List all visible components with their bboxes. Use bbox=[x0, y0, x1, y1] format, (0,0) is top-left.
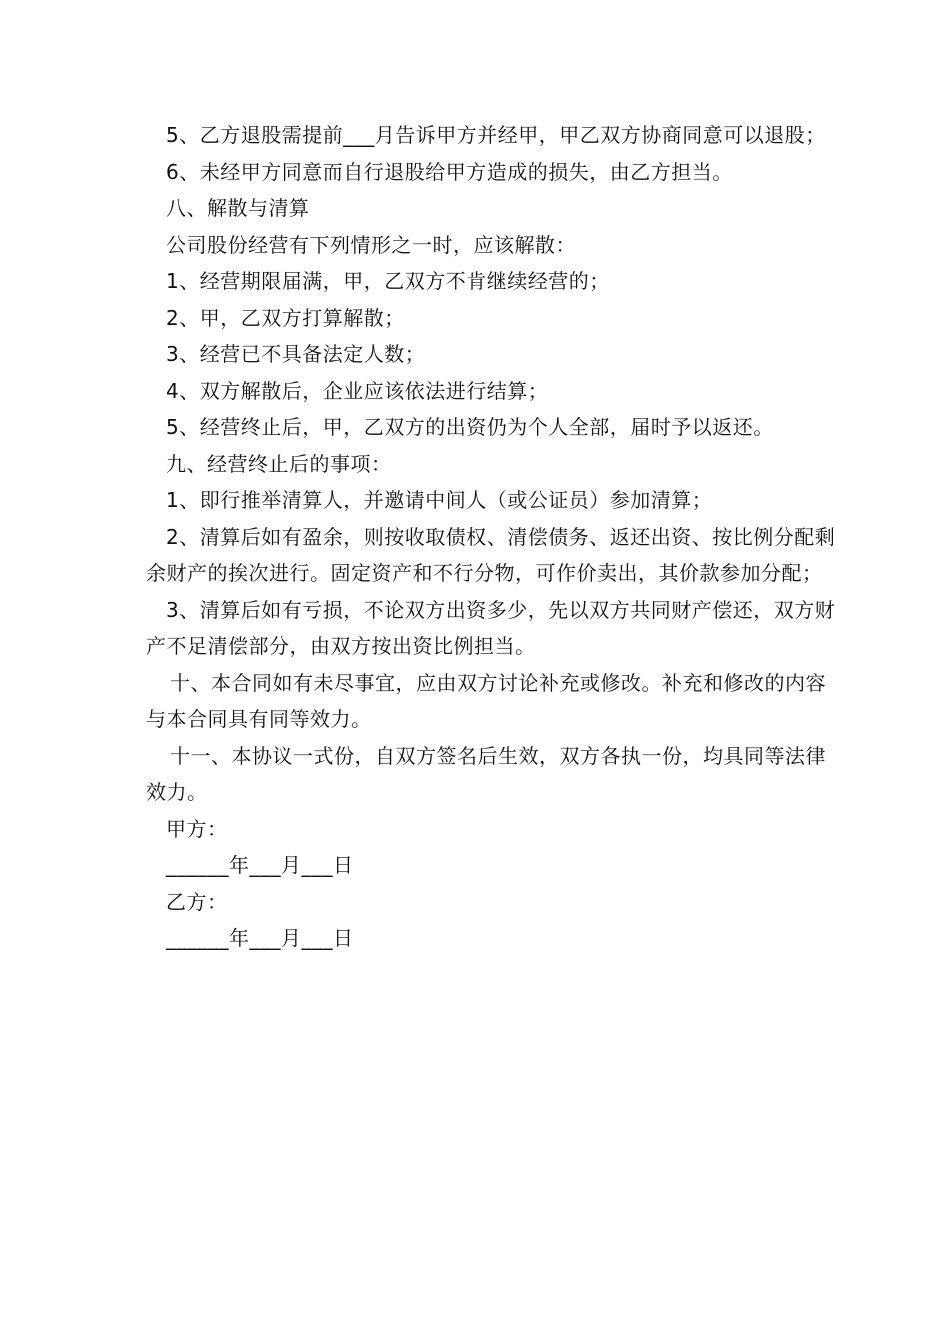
clause-8-5: 5、经营终止后，甲，乙双方的出资仍为个人全部，届时予以返还。 bbox=[166, 415, 774, 439]
section-8-intro: 公司股份经营有下列情形之一时，应该解散： bbox=[166, 232, 576, 257]
section-heading-9: 九、经营终止后的事项： bbox=[166, 451, 392, 476]
clause-7-5: 5、乙方退股需提前___月告诉甲方并经甲，甲乙双方协商同意可以退股； bbox=[166, 123, 826, 147]
clause-9-3: 3、清算后如有亏损，不论双方出资多少，先以双方共同财产偿还，双方财产不足清偿部分，由双方按出资比例担当。 bbox=[146, 597, 836, 658]
section-heading-8: 八、解散与清算 bbox=[166, 196, 310, 220]
clause-8-1: 1、经营期限届满，甲，乙双方不肯继续经营的； bbox=[166, 269, 610, 293]
clause-7-6: 6、未经甲方同意而自行退股给甲方造成的损失，由乙方担当。 bbox=[166, 159, 733, 184]
clause-11: 十一、本协议一式份，自双方签名后生效，双方各执一份，均具同等法律效力。 bbox=[146, 743, 826, 804]
clause-8-4: 4、双方解散后，企业应该依法进行结算； bbox=[166, 378, 549, 403]
document-page bbox=[146, 117, 836, 957]
clause-9-1: 1、即行推举清算人，并邀请中间人（或公证员）参加清算； bbox=[166, 488, 713, 512]
party-b-date-line: ______年___月___日 bbox=[166, 926, 354, 950]
clause-10: 十、本合同如有未尽事宜，应由双方讨论补充或修改。补充和修改的内容与本合同具有同等效力。 bbox=[146, 670, 826, 731]
party-b-label: 乙方： bbox=[166, 889, 228, 914]
party-a-label: 甲方： bbox=[166, 816, 228, 841]
clause-9-2: 2、清算后如有盈余，则按收取债权、清偿债务、返还出资、按比例分配剩余财产的挨次进行。固定资产和不行分物，可作价卖出，其价款参加分配； bbox=[146, 524, 836, 585]
clause-8-3: 3、经营已不具备法定人数； bbox=[166, 342, 426, 366]
clause-8-2: 2、甲，乙双方打算解散； bbox=[166, 305, 405, 330]
party-a-date-line: ______年___月___日 bbox=[166, 853, 354, 877]
